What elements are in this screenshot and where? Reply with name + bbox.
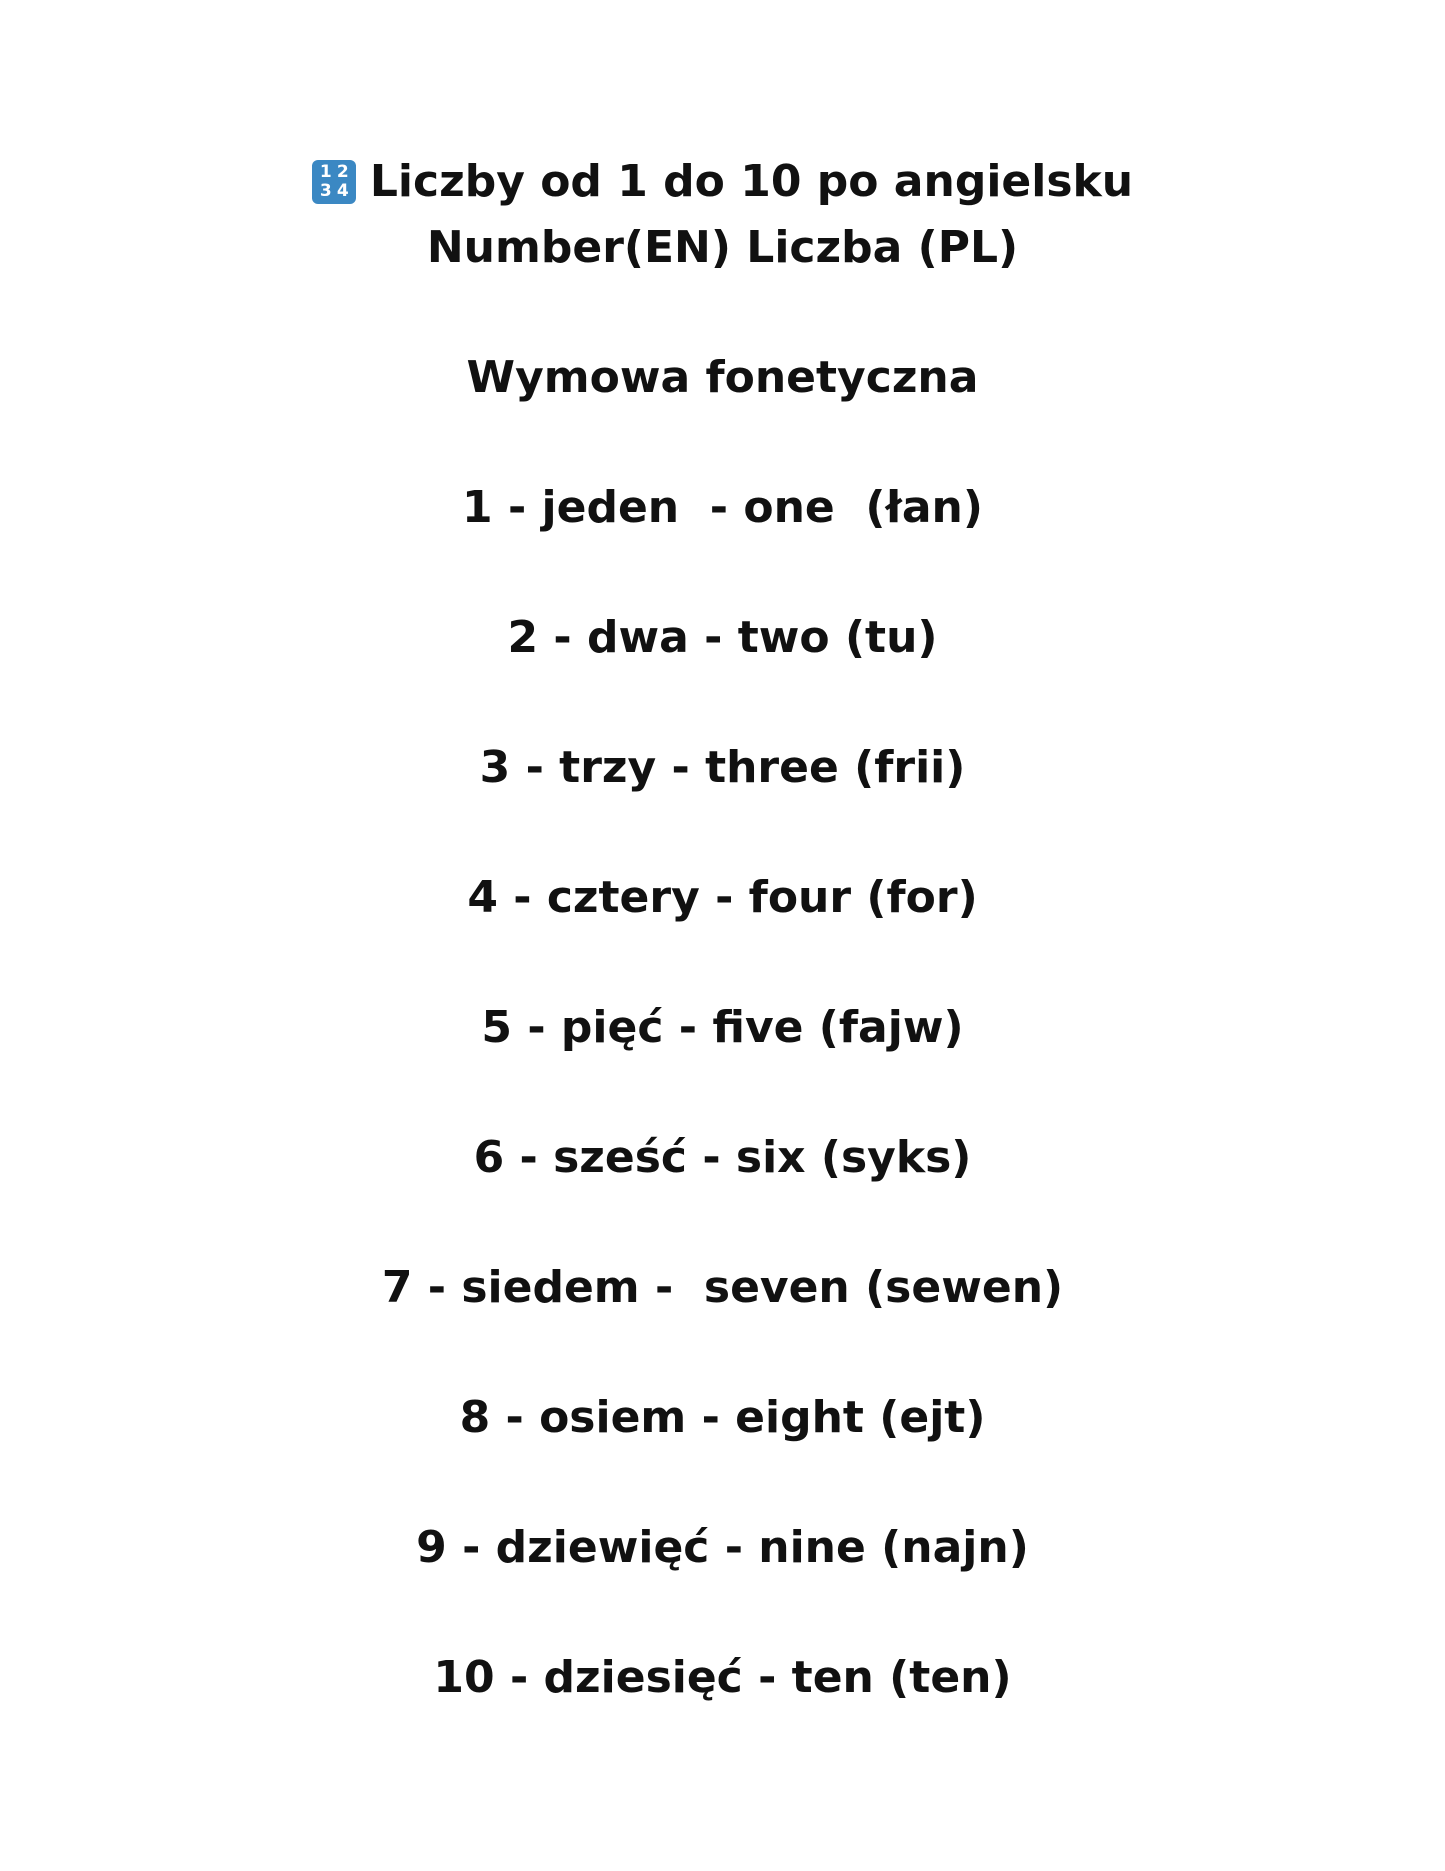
number-line-4: 4 - cztery - four (for)	[467, 872, 978, 923]
number-line-3: 3 - trzy - three (frii)	[479, 742, 966, 793]
number-line-1: 1 - jeden - one (łan)	[462, 482, 983, 533]
document-title-row	[0, 152, 1445, 212]
number-line-5: 5 - pięć - five (fajw)	[481, 1002, 964, 1053]
input-numbers-icon: 1 2 3 4	[312, 160, 356, 204]
pronunciation-heading: Wymowa fonetyczna	[466, 352, 979, 403]
document-title: Liczby od 1 do 10 po angielsku	[369, 156, 1134, 207]
number-line-6: 6 - sześć - six (syks)	[473, 1132, 972, 1183]
document-subtitle: Number(EN) Liczba (PL)	[426, 222, 1019, 273]
number-line-7: 7 - siedem - seven (sewen)	[381, 1262, 1064, 1313]
number-line-9: 9 - dziewięć - nine (najn)	[416, 1522, 1029, 1573]
number-line-10: 10 - dziesięć - ten (ten)	[433, 1652, 1012, 1703]
number-line-2: 2 - dwa - two (tu)	[507, 612, 938, 663]
number-line-8: 8 - osiem - eight (ejt)	[459, 1392, 986, 1443]
